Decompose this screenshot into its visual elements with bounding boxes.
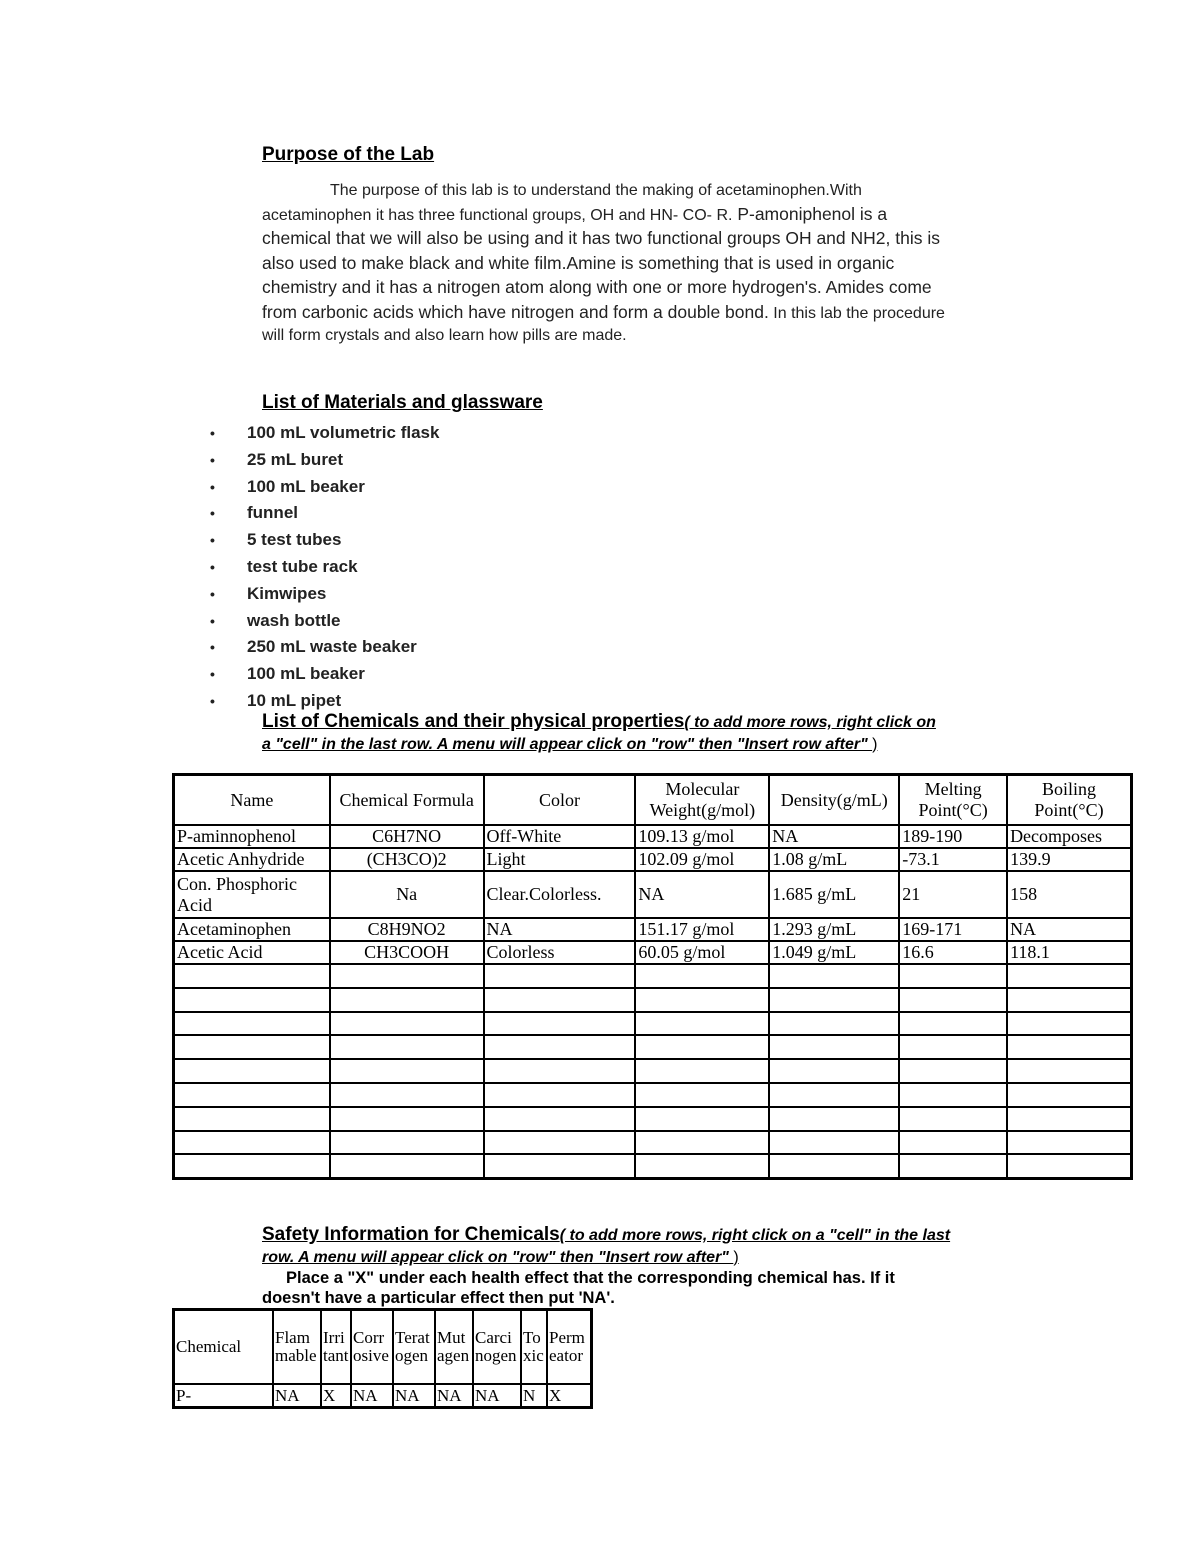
table-cell: Colorless bbox=[484, 941, 636, 964]
column-header-flammable: Flammable bbox=[273, 1310, 321, 1385]
column-header-name: Name bbox=[174, 775, 330, 826]
empty-cell bbox=[769, 1059, 899, 1083]
table-row bbox=[174, 1384, 592, 1408]
list-item: • wash bottle bbox=[210, 608, 439, 635]
empty-table-row bbox=[174, 1012, 1132, 1036]
table-cell: -73.1 bbox=[899, 848, 1007, 871]
empty-cell bbox=[1007, 1154, 1131, 1178]
purpose-heading: Purpose of the Lab bbox=[262, 144, 435, 165]
empty-cell bbox=[330, 1154, 484, 1178]
column-header-melting-point: Melting Point(°C) bbox=[899, 775, 1007, 826]
table-cell: Acetic Anhydride bbox=[174, 848, 330, 871]
table-cell: (CH3CO)2 bbox=[330, 848, 484, 871]
purpose-text-part2: P-amoniphenol is a chemical that we will also be using and it has two functional groups OH and NH2, this is also used to make black and white film.Amine is something that is used in organic chemistry and it has a nitrogen atom along with one or more hydrogen's. Amides come from carbonic acids which have nitrogen and form a double bond. bbox=[262, 203, 940, 322]
safety-heading-note: ( to add more rows, right click on a "cell" in the last row. A menu will appear click on "row" then "Insert row after" bbox=[262, 1227, 951, 1266]
column-header-mutagen: Mutagen bbox=[435, 1310, 473, 1385]
empty-cell bbox=[174, 1131, 330, 1155]
empty-table-row bbox=[174, 1035, 1132, 1059]
safety-table bbox=[172, 1308, 593, 1409]
purpose-paragraph bbox=[262, 180, 952, 348]
table-cell: NA bbox=[484, 918, 636, 941]
column-header-chemical: Chemical bbox=[174, 1310, 274, 1385]
empty-cell bbox=[769, 1012, 899, 1036]
table-cell: 60.05 g/mol bbox=[635, 941, 769, 964]
empty-cell bbox=[330, 1035, 484, 1059]
table-cell: 169-171 bbox=[899, 918, 1007, 941]
empty-cell bbox=[330, 988, 484, 1012]
table-cell: 21 bbox=[899, 871, 1007, 918]
empty-cell bbox=[769, 964, 899, 988]
empty-cell bbox=[1007, 1131, 1131, 1155]
table-cell: 102.09 g/mol bbox=[635, 848, 769, 871]
empty-cell bbox=[635, 964, 769, 988]
purpose-text-part3: In this lab the procedure will form crystals and also learn how pills are made. bbox=[262, 304, 945, 344]
list-item: • 100 mL volumetric flask bbox=[210, 420, 439, 447]
empty-cell bbox=[174, 1012, 330, 1036]
empty-cell bbox=[635, 1131, 769, 1155]
empty-cell bbox=[484, 1083, 636, 1107]
table-cell: 1.685 g/mL bbox=[769, 871, 899, 918]
empty-cell bbox=[1007, 988, 1131, 1012]
empty-cell bbox=[484, 1107, 636, 1131]
safety-heading-note-close: ) bbox=[733, 1249, 739, 1266]
table-row bbox=[174, 825, 1132, 848]
empty-cell bbox=[330, 1083, 484, 1107]
table-cell: Acetaminophen bbox=[174, 918, 330, 941]
empty-table-row bbox=[174, 964, 1132, 988]
table-cell: NA bbox=[435, 1384, 473, 1408]
empty-cell bbox=[174, 1035, 330, 1059]
table-cell: 158 bbox=[1007, 871, 1131, 918]
empty-cell bbox=[330, 1059, 484, 1083]
empty-table-row bbox=[174, 1059, 1132, 1083]
empty-cell bbox=[484, 988, 636, 1012]
list-item: • Kimwipes bbox=[210, 581, 439, 608]
table-cell: 189-190 bbox=[899, 825, 1007, 848]
empty-cell bbox=[484, 1059, 636, 1083]
table-cell: 118.1 bbox=[1007, 941, 1131, 964]
table-cell: NA bbox=[769, 825, 899, 848]
empty-cell bbox=[635, 1083, 769, 1107]
column-header-color: Color bbox=[484, 775, 636, 826]
empty-cell bbox=[899, 1131, 1007, 1155]
empty-cell bbox=[635, 1059, 769, 1083]
empty-cell bbox=[174, 1107, 330, 1131]
empty-table-row bbox=[174, 1083, 1132, 1107]
table-cell: NA bbox=[273, 1384, 321, 1408]
empty-cell bbox=[484, 1035, 636, 1059]
empty-cell bbox=[635, 1035, 769, 1059]
table-cell: Light bbox=[484, 848, 636, 871]
empty-cell bbox=[174, 1154, 330, 1178]
table-cell: N bbox=[521, 1384, 547, 1408]
empty-table-row bbox=[174, 1154, 1132, 1178]
materials-heading: List of Materials and glassware bbox=[262, 392, 543, 413]
empty-cell bbox=[899, 988, 1007, 1012]
list-item: • 10 mL pipet bbox=[210, 688, 439, 715]
table-cell: 139.9 bbox=[1007, 848, 1131, 871]
column-header-teratogen: Teratogen bbox=[393, 1310, 435, 1385]
chemicals-table bbox=[172, 773, 1133, 1180]
table-cell: P-aminnophenol bbox=[174, 825, 330, 848]
empty-cell bbox=[769, 1035, 899, 1059]
empty-table-row bbox=[174, 1107, 1132, 1131]
table-cell: 1.08 g/mL bbox=[769, 848, 899, 871]
empty-cell bbox=[769, 988, 899, 1012]
list-item: • 250 mL waste beaker bbox=[210, 634, 439, 661]
table-cell: NA bbox=[1007, 918, 1131, 941]
empty-cell bbox=[1007, 1059, 1131, 1083]
table-cell: NA bbox=[635, 871, 769, 918]
empty-cell bbox=[1007, 1107, 1131, 1131]
empty-cell bbox=[769, 1083, 899, 1107]
list-item: • test tube rack bbox=[210, 554, 439, 581]
table-cell: 16.6 bbox=[899, 941, 1007, 964]
table-cell: NA bbox=[473, 1384, 521, 1408]
table-cell: C8H9NO2 bbox=[330, 918, 484, 941]
table-cell: C6H7NO bbox=[330, 825, 484, 848]
table-header-row bbox=[174, 1310, 592, 1385]
list-item: • 100 mL beaker bbox=[210, 474, 439, 501]
empty-cell bbox=[769, 1107, 899, 1131]
column-header-molecular-weight: Molecular Weight(g/mol) bbox=[635, 775, 769, 826]
list-item: • 100 mL beaker bbox=[210, 661, 439, 688]
empty-cell bbox=[174, 1059, 330, 1083]
empty-cell bbox=[330, 1131, 484, 1155]
empty-cell bbox=[635, 988, 769, 1012]
list-item: • 25 mL buret bbox=[210, 447, 439, 474]
empty-cell bbox=[1007, 964, 1131, 988]
empty-cell bbox=[1007, 1083, 1131, 1107]
empty-cell bbox=[899, 1035, 1007, 1059]
column-header-formula: Chemical Formula bbox=[330, 775, 484, 826]
empty-cell bbox=[484, 1012, 636, 1036]
empty-cell bbox=[174, 964, 330, 988]
table-header-row bbox=[174, 775, 1132, 826]
column-header-density: Density(g/mL) bbox=[769, 775, 899, 826]
table-cell: 1.049 g/mL bbox=[769, 941, 899, 964]
safety-heading bbox=[262, 1224, 952, 1268]
table-cell: X bbox=[321, 1384, 351, 1408]
empty-cell bbox=[484, 1154, 636, 1178]
empty-cell bbox=[635, 1012, 769, 1036]
table-cell: NA bbox=[393, 1384, 435, 1408]
column-header-toxic: Toxic bbox=[521, 1310, 547, 1385]
chemicals-heading-note: ( to add more rows, right click on a "cell" in the last row. A menu will appear click on "row" then "Insert row after" bbox=[262, 714, 936, 753]
empty-cell bbox=[174, 988, 330, 1012]
empty-cell bbox=[899, 1059, 1007, 1083]
column-header-carcinogen: Carcinogen bbox=[473, 1310, 521, 1385]
empty-cell bbox=[899, 1012, 1007, 1036]
table-row bbox=[174, 918, 1132, 941]
empty-cell bbox=[484, 1131, 636, 1155]
safety-heading-title: Safety Information for Chemicals bbox=[262, 1224, 560, 1245]
table-cell: Clear.Colorless. bbox=[484, 871, 636, 918]
table-cell: Con. Phosphoric Acid bbox=[174, 871, 330, 918]
table-cell: 151.17 g/mol bbox=[635, 918, 769, 941]
empty-cell bbox=[330, 1012, 484, 1036]
table-row bbox=[174, 848, 1132, 871]
empty-cell bbox=[769, 1131, 899, 1155]
empty-cell bbox=[174, 1083, 330, 1107]
table-row bbox=[174, 871, 1132, 918]
empty-cell bbox=[899, 1154, 1007, 1178]
column-header-boiling-point: Boiling Point(°C) bbox=[1007, 775, 1131, 826]
table-cell: Acetic Acid bbox=[174, 941, 330, 964]
empty-cell bbox=[484, 964, 636, 988]
table-cell: 109.13 g/mol bbox=[635, 825, 769, 848]
table-row bbox=[174, 941, 1132, 964]
empty-cell bbox=[330, 1107, 484, 1131]
column-header-permeator: Permeator bbox=[547, 1310, 592, 1385]
table-cell: X bbox=[547, 1384, 592, 1408]
safety-instructions: Place a "X" under each health effect that the corresponding chemical has. If it doesn't have a particular effect then put 'NA'. bbox=[262, 1269, 895, 1307]
empty-cell bbox=[635, 1107, 769, 1131]
table-cell: Na bbox=[330, 871, 484, 918]
empty-cell bbox=[899, 964, 1007, 988]
empty-cell bbox=[1007, 1012, 1131, 1036]
table-cell: P- bbox=[174, 1384, 274, 1408]
chemicals-heading-note-close: ) bbox=[872, 736, 878, 753]
empty-cell bbox=[330, 964, 484, 988]
empty-table-row bbox=[174, 988, 1132, 1012]
empty-table-row bbox=[174, 1131, 1132, 1155]
column-header-irritant: Irritant bbox=[321, 1310, 351, 1385]
purpose-text-part1: The purpose of this lab is to understand the making of acetaminophen.With acetaminophen it has three functional groups, OH and HN- CO- R. bbox=[262, 182, 862, 224]
table-cell: CH3COOH bbox=[330, 941, 484, 964]
table-cell: NA bbox=[351, 1384, 393, 1408]
table-cell: Off-White bbox=[484, 825, 636, 848]
list-item: • 5 test tubes bbox=[210, 527, 439, 554]
list-item: • funnel bbox=[210, 500, 439, 527]
empty-cell bbox=[635, 1154, 769, 1178]
empty-cell bbox=[1007, 1035, 1131, 1059]
table-cell: 1.293 g/mL bbox=[769, 918, 899, 941]
chemicals-heading bbox=[262, 711, 942, 755]
chemicals-heading-title: List of Chemicals and their physical properties bbox=[262, 711, 685, 732]
materials-list bbox=[210, 420, 439, 715]
column-header-corrosive: Corrosive bbox=[351, 1310, 393, 1385]
empty-cell bbox=[899, 1107, 1007, 1131]
empty-cell bbox=[769, 1154, 899, 1178]
empty-cell bbox=[899, 1083, 1007, 1107]
table-cell: Decomposes bbox=[1007, 825, 1131, 848]
